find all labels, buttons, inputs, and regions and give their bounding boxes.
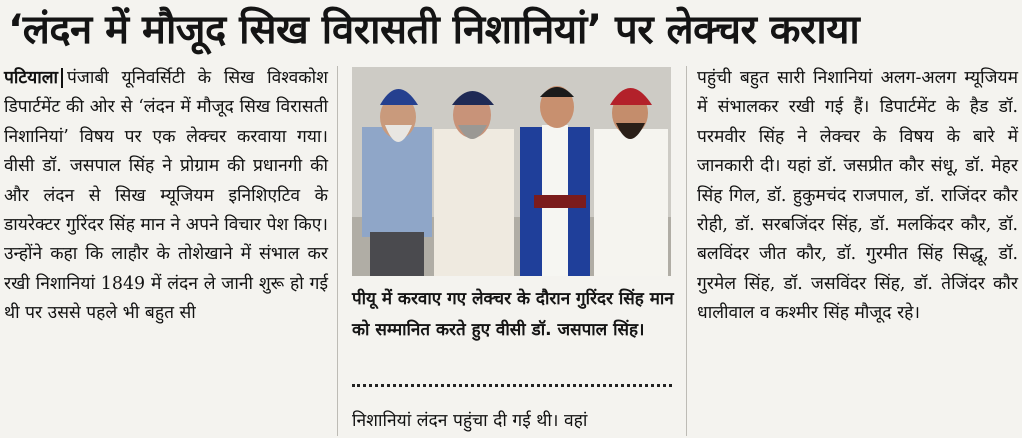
column-divider (337, 66, 338, 436)
photo-illustration (352, 67, 671, 276)
article-column-1 (4, 64, 328, 329)
article-headline: ‘लंदन में मौजूद सिख विरासती निशानियां’ पर लेक्चर कराया (8, 7, 860, 53)
column-divider (686, 66, 687, 436)
news-photo (352, 67, 671, 276)
dotted-divider (352, 384, 672, 387)
dateline: पटियाला (4, 68, 63, 88)
column-1-text: पंजाबी यूनिवर्सिटी के सिख विश्वकोश डिपार्टमेंट की ओर से ‘लंदन में मौजूद सिख विरासती निशानियां’ विषय पर एक लेक्चर करवाया गया। वीसी डॉ. जसपाल सिंह ने प्रोग्राम की प्रधानगी की और लंदन से सिख म्यूजियम इनिशिएटिव के डायरेक्टर गुरिंदर सिंह मान ने अपने विचार पेश किए। उन्होंने कहा कि लाहौर के तोशेखाने में संभाल कर रखी निशानियां 1849 में लंदन ले जानी शुरू हो गई थी पर उससे पहले भी बहुत सी (4, 68, 328, 324)
article-column-3: पहुंची बहुत सारी निशानियां अलग-अलग म्यूजियम में संभालकर रखी गई हैं। डिपार्टमेंट के हैड डॉ. परमवीर सिंह ने लेक्चर के विषय के बारे में जानकारी दी। यहां डॉ. जसप्रीत कौर संधू, डॉ. मेहर सिंह गिल, डॉ. हुकुमचंद राजपाल, डॉ. राजिंदर कौर रोही, डॉ. सरबजिंदर सिंह, डॉ. मलकिंदर कौर, डॉ. बलविंदर जीत कौर, डॉ. गुरमीत सिंह सिद्धू, डॉ. गुरमेल सिंह, डॉ. जसविंदर सिंह, डॉ. तेजिंदर कौर धालीवाल व कश्मीर सिंह मौजूद रहे। (697, 68, 1018, 324)
photo-caption: पीयू में करवाए गए लेक्चर के दौरान गुरिंदर सिंह मान को सम्मानित करते हुए वीसी डॉ. जसपाल सिंह। (352, 289, 674, 340)
column-2-continuation: निशानियां लंदन पहुंचा दी गई थी। वहां (352, 411, 588, 431)
